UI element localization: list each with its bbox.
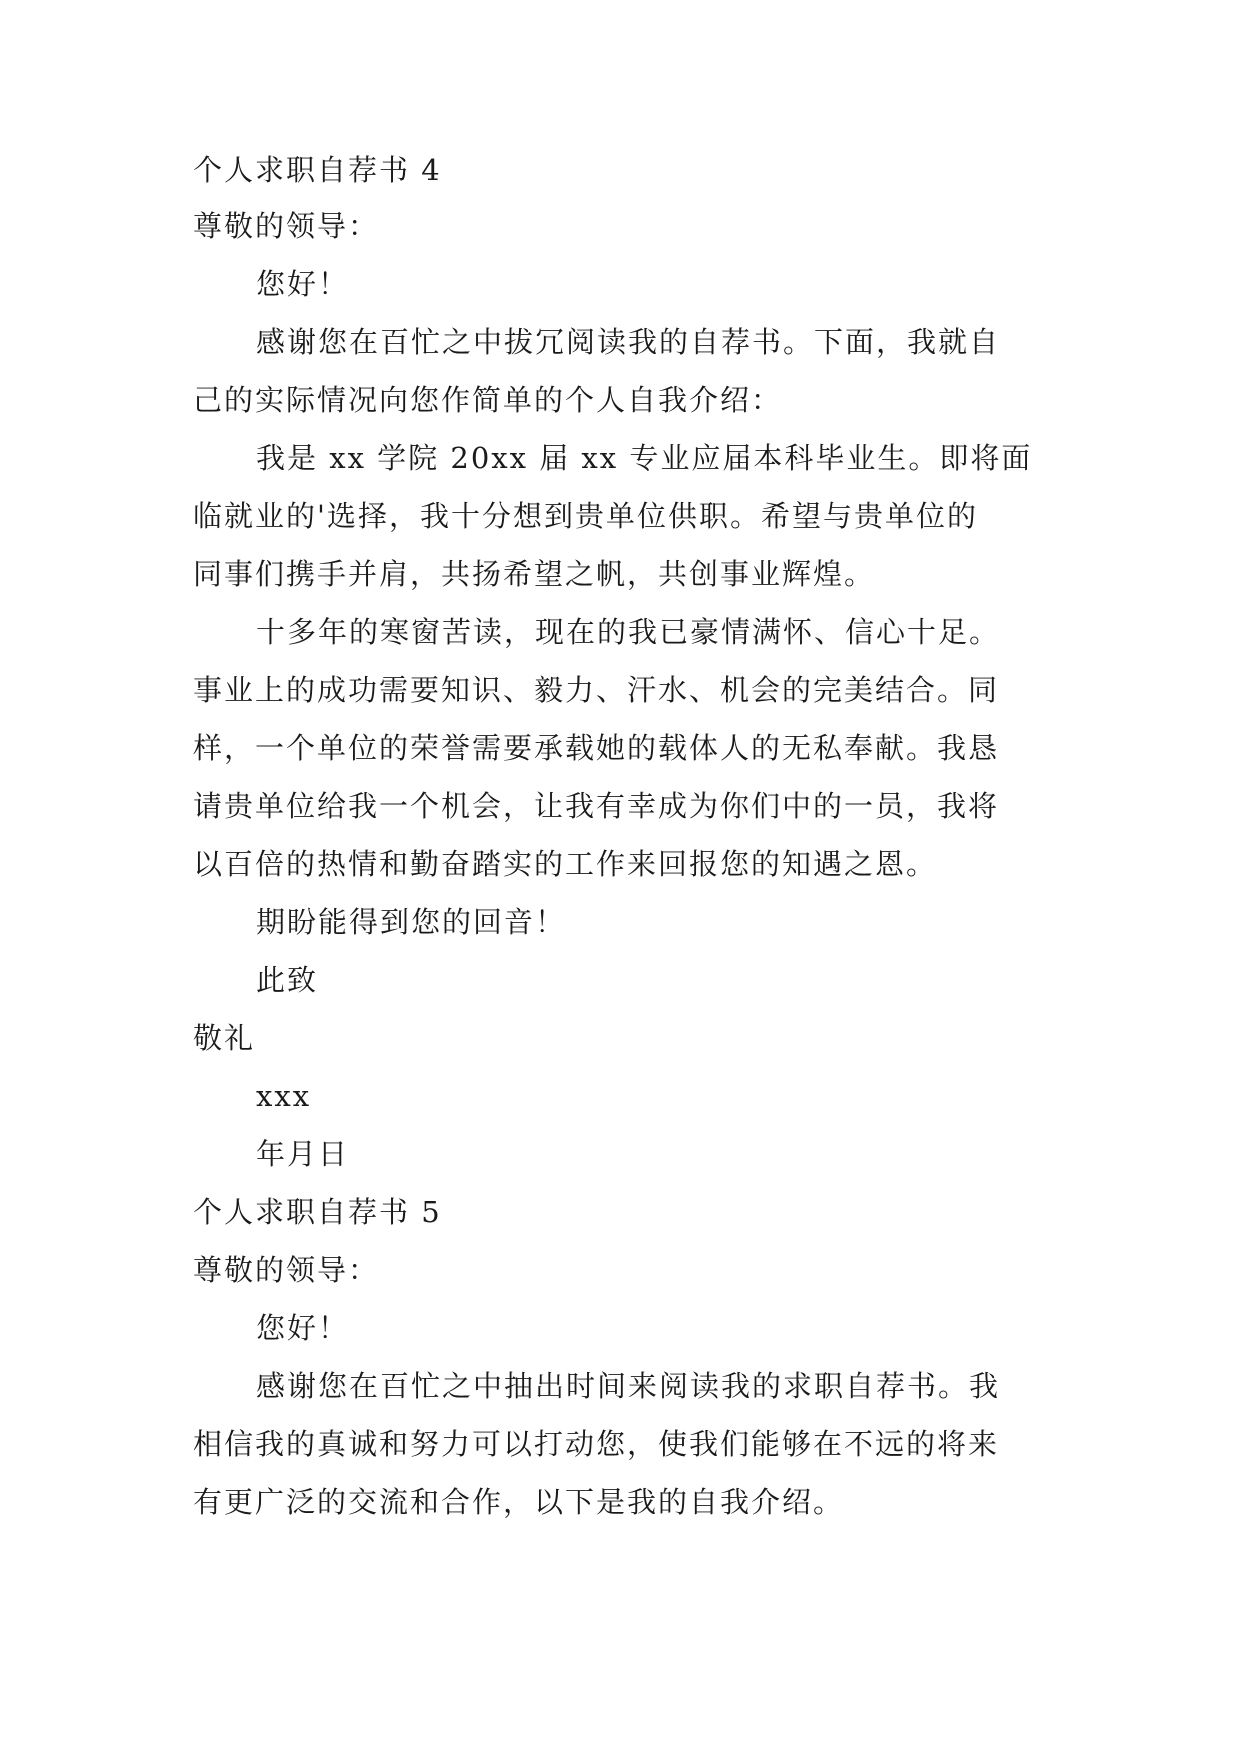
paragraph-line: 感谢您在百忙之中抽出时间来阅读我的求职自荐书。我 [256, 1369, 1001, 1403]
greeting: 您好！ [256, 267, 350, 301]
paragraph-line: 请贵单位给我一个机会，让我有幸成为你们中的一员，我将 [193, 789, 1000, 823]
section-title-5: 个人求职自荐书 5 [193, 1195, 442, 1229]
greeting: 您好！ [256, 1311, 350, 1345]
paragraph-line: 临就业的'选择，我十分想到贵单位供职。希望与贵单位的 [193, 499, 978, 533]
salutation: 尊敬的领导： [193, 1253, 380, 1287]
closing-cizhi: 此致 [256, 963, 319, 997]
signature-date: 年月日 [256, 1137, 350, 1171]
paragraph-line: 相信我的真诚和努力可以打动您，使我们能够在不远的将来 [193, 1427, 1000, 1461]
paragraph-line: 有更广泛的交流和合作，以下是我的自我介绍。 [193, 1485, 845, 1519]
paragraph-line: 同事们携手并肩，共扬希望之帆，共创事业辉煌。 [193, 557, 876, 591]
section-title-4: 个人求职自荐书 4 [193, 153, 442, 187]
signature-name: xxx [256, 1079, 312, 1113]
salutation: 尊敬的领导： [193, 209, 380, 243]
paragraph-line: 感谢您在百忙之中拔冗阅读我的自荐书。下面，我就自 [256, 325, 1001, 359]
paragraph-line: 己的实际情况向您作简单的个人自我介绍： [193, 383, 783, 417]
closing-jingli: 敬礼 [193, 1021, 256, 1055]
paragraph-line: 以百倍的热情和勤奋踏实的工作来回报您的知遇之恩。 [193, 847, 938, 881]
paragraph-line: 事业上的成功需要知识、毅力、汗水、机会的完美结合。同 [193, 673, 1000, 707]
paragraph-line: 十多年的寒窗苦读，现在的我已豪情满怀、信心十足。 [256, 615, 1001, 649]
paragraph-line: 我是 xx 学院 20xx 届 xx 专业应届本科毕业生。即将面 [256, 441, 1033, 475]
paragraph-line: 样，一个单位的荣誉需要承载她的载体人的无私奉献。我恳 [193, 731, 1000, 765]
closing-wish: 期盼能得到您的回音！ [256, 905, 567, 939]
